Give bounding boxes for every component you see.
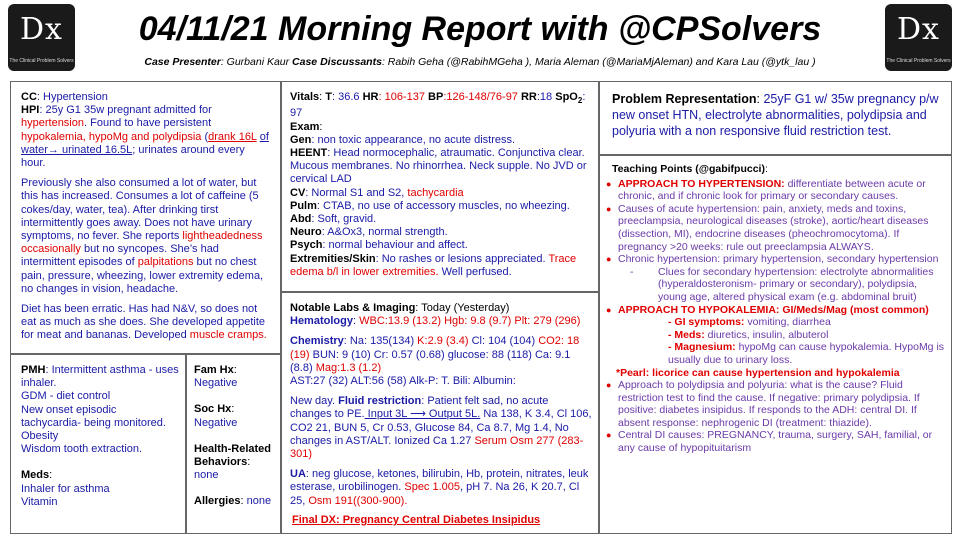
cc-label: CC bbox=[21, 91, 37, 103]
hr-label: HR bbox=[362, 91, 379, 103]
pmh-line bbox=[21, 364, 179, 390]
gi-text: vomiting, diarrhea bbox=[744, 316, 831, 329]
history-panel bbox=[10, 81, 281, 354]
hypok-mag bbox=[606, 341, 945, 366]
exam-gen bbox=[290, 134, 592, 147]
pearl: *Pearl: licorice can cause hypertension and hypokalemia bbox=[616, 366, 900, 379]
hpi-part: ; urinates around every hour. bbox=[21, 143, 245, 170]
family-social-panel: Fam Hx: Negative Soc Hx: Negative Health-Related Behaviors: none Allergies: none bbox=[186, 354, 281, 534]
spo2-label: SpO bbox=[555, 91, 578, 103]
hpi-part: hypertension bbox=[21, 117, 84, 130]
neuro-label: Neuro bbox=[290, 226, 322, 239]
discussants-names: : Rabih Geha (@RabihMGeha ), Maria Aleman (@MariaMjAleman) and Kara Lau (@ytk_lau ) bbox=[381, 56, 816, 68]
labs-panel bbox=[281, 292, 599, 534]
urinalysis-line bbox=[290, 468, 592, 508]
fam-hx-value: Negative bbox=[194, 377, 238, 390]
chronic-causes: Chronic hypertension: primary hypertension, secondary hypertension bbox=[618, 253, 939, 266]
meds-heading bbox=[21, 469, 179, 482]
pulm-value: : CTAB, no use of accessory muscles, no wheezing. bbox=[316, 199, 570, 212]
psych-label: Psych bbox=[290, 239, 323, 252]
heent-value: : Head normocephalic, atraumatic. Conjunctiva clear. Mucous membranes. No rhinorrhea. Neck supple. No JVD or cervical LAD bbox=[290, 147, 587, 186]
chem-k: K:2.9 (3.4) bbox=[417, 335, 469, 348]
heent-label: HEENT bbox=[290, 147, 328, 159]
ua-part: , pH 7. Na 26, K 20.7, Cl 25, bbox=[290, 481, 580, 507]
problem-value: 25yF G1 w/ 35w pregnancy p/w new onset HTN, electrolyte abnormalities, polydipsia and polyuria with a non responsive fluid restriction test. bbox=[612, 92, 939, 138]
meds-label: Meds bbox=[21, 469, 50, 482]
exam-cv bbox=[290, 187, 592, 200]
chem-part: BUN: 9 (10) Cr: 0.57 (0.68) glucose: 88 (118) Ca: 9.1 (8.8) bbox=[290, 348, 571, 374]
final-diagnosis: Final DX: Pregnancy Central Diabetes Insipidus bbox=[292, 513, 541, 526]
pmh-item: Wisdom tooth extraction. bbox=[21, 443, 143, 456]
hpi-part: but no chest pain, pressure, wheezing, lower extremity edema, no changes in vision, headache. bbox=[21, 256, 264, 295]
teaching-list bbox=[606, 379, 945, 455]
hpi-part: hypokalemia, hypoMg and polydipsia bbox=[21, 130, 202, 143]
ext-tail: Well perfused. bbox=[438, 265, 512, 278]
meds-item: Vitamin bbox=[21, 495, 58, 508]
bp-value: :126-148/76-97 bbox=[443, 91, 521, 103]
hpi-part: but no syncopes. She’s had intermittent episodes of bbox=[21, 243, 219, 269]
logo-text: Dx bbox=[897, 12, 940, 47]
temp-value: : 36.6 bbox=[332, 91, 363, 103]
ext-finding: Trace edema b/l in lower extremities. bbox=[290, 252, 577, 278]
vitals-exam-panel: Vitals: T: 36.6 HR: 106-137 BP:126-148/76-97 RR:18 SpO$_2$: 97 Exam: Gen: non toxic appearance, no acute distress. HEENT: Head normocephalic, atraumatic. Conjunctiva clear. Mucous membranes. No rhinorrhea. Neck supple. No JVD or cervical LAD CV: Normal S1 and S2, tachycardia Pulm: CTAB, no use of accessory muscles, no wheezing. Abd: Soft, gravid. Neuro: A&Ox3, normal strength. Psych: normal behaviour and affect. Extremities/Skin: No rashes or lesions appreciated. Trace edema b/l in lower extremities. Well perfused. bbox=[281, 81, 599, 292]
rr-value: :18 bbox=[536, 91, 556, 103]
teaching-item bbox=[606, 178, 945, 203]
hypok-title: APPROACH TO HYPOKALEMIA: GI/Meds/Mag (most common) bbox=[618, 303, 929, 316]
spo2-value: : 97 bbox=[290, 91, 586, 120]
meds-text-tp: diuretics, insulin, albuterol bbox=[704, 328, 829, 341]
cv-value: : Normal S1 and S2, bbox=[305, 186, 408, 199]
vitals-line: Vitals: T: 36.6 HR: 106-137 BP:126-148/76-97 RR:18 SpO$_2$: 97 bbox=[290, 91, 586, 120]
hpi-part: lightheadedness occasionally bbox=[21, 230, 263, 256]
pmh-label: PMH bbox=[21, 364, 46, 376]
exam-heent bbox=[290, 147, 592, 187]
teaching-list bbox=[606, 304, 945, 317]
ext-label: Extremities/Skin bbox=[290, 252, 376, 265]
rr-label: RR bbox=[520, 91, 537, 103]
logo-subtext: The Clinical Problem Solvers bbox=[886, 58, 951, 64]
meds-colon: : bbox=[49, 469, 53, 482]
hpi-part: Diet has been erratic. Has had N&V, so does not eat as much as she does. She developed appetite for meat and bananas. Developed bbox=[21, 303, 266, 342]
teaching-item bbox=[606, 429, 945, 454]
hpi-part: . Found to have persistent bbox=[84, 117, 212, 130]
hematology-value: WBC:13.9 (13.2) Hgb: 9.8 (9.7) Plt: 279 (296) bbox=[359, 315, 581, 328]
gen-value: : non toxic appearance, no acute distress. bbox=[311, 133, 516, 146]
teaching-points-panel bbox=[599, 155, 952, 534]
htn-text: differentiate between acute or chronic, and if chronic look for primary or secondary causes. bbox=[618, 177, 926, 203]
exam-psych bbox=[290, 239, 592, 252]
hpi-part: : 25y G1 35w pregnant admitted for bbox=[39, 104, 212, 117]
allergies-value: none bbox=[246, 495, 272, 508]
hpi-part: ( bbox=[201, 130, 209, 143]
pmh-panel bbox=[10, 354, 186, 534]
cv-label: CV bbox=[290, 186, 306, 199]
cpsolvers-logo-right bbox=[885, 4, 952, 71]
hpi-part: palpitations bbox=[137, 256, 194, 269]
discussants-label: Case Discussants bbox=[292, 56, 382, 68]
labs-label: Notable Labs & Imaging bbox=[290, 302, 416, 314]
chem-co2: CO2: 18 (19) bbox=[290, 335, 580, 361]
neuro-value: : A&Ox3, normal strength. bbox=[321, 226, 448, 239]
teaching-item bbox=[606, 203, 945, 253]
chem-part: AST:27 (32) ALT:56 (58) Alk-P: T. Bili: Albumin: bbox=[290, 375, 516, 388]
vitals-label: Vitals bbox=[290, 91, 320, 103]
fr-part: : Patient felt sad, no acute changes to PE. bbox=[290, 395, 549, 421]
hematology-line bbox=[290, 315, 592, 328]
secondary-clues: - Clues for secondary hypertension: electrolyte abnormalities (hyperaldosteronism- primary or secondary), polydipsia, young age, altered physical exam (e.g. abdominal bruit) bbox=[606, 266, 945, 304]
ua-part: : neg glucose, ketones, bilirubin, Hb, protein, nitrates, leuk esterase, urobilinogen. bbox=[290, 468, 589, 494]
pmh-item: New onset episodic tachycardia- being monitored. bbox=[21, 403, 166, 429]
hpi-label: HPI bbox=[21, 104, 40, 117]
pmh-item: : Intermittent asthma - uses inhaler. bbox=[21, 364, 179, 390]
presenters-line bbox=[80, 56, 880, 68]
teaching-item bbox=[606, 379, 945, 429]
mag-label: - Magnesium: bbox=[668, 341, 736, 354]
hpi-text bbox=[21, 104, 272, 170]
cv-finding: tachycardia bbox=[407, 186, 464, 199]
hpi-paragraph-2 bbox=[21, 177, 272, 296]
teaching-heading bbox=[606, 163, 945, 176]
hpi-part: drank 16L bbox=[208, 130, 257, 143]
fluid-restriction-label: Fluid restriction bbox=[338, 395, 422, 408]
chem-mg: Mag:1.3 (1.2) bbox=[315, 361, 382, 374]
soc-hx-label: Soc Hx bbox=[194, 403, 232, 416]
pulm-label: Pulm bbox=[290, 199, 317, 212]
abd-label: Abd bbox=[290, 213, 312, 226]
polydipsia-approach: Approach to polydipsia and polyuria: what is the cause? Fluid restriction test to find the cause. If negative: primary polydipsia. If positive: diabetes insipidus. If responds to the ADH: central DI. If absent response: nephrogenic DI (treatment: thiazide). bbox=[618, 379, 920, 429]
hypok-gi bbox=[606, 316, 945, 329]
psych-value: : normal behaviour and affect. bbox=[322, 239, 468, 252]
teaching-item bbox=[606, 253, 945, 266]
bp-label: BP bbox=[428, 91, 444, 103]
exam-label: Exam bbox=[290, 120, 320, 133]
abd-value: : Soft, gravid. bbox=[311, 213, 377, 226]
fluid-restriction-line bbox=[290, 395, 592, 461]
exam-abd bbox=[290, 213, 592, 226]
cc-value: : Hypertension bbox=[36, 91, 108, 103]
teaching-item bbox=[606, 304, 945, 317]
labs-label-tail: : Today (Yesterday) bbox=[415, 302, 510, 314]
ua-label: UA bbox=[290, 468, 306, 481]
meds-item: Inhaler for asthma bbox=[21, 482, 110, 495]
presenter-label: Case Presenter bbox=[144, 56, 221, 68]
acute-causes: Causes of acute hypertension: pain, anxiety, meds and toxins, preeclampsia, neurological diseases (stroke), aortic/heart diseases (dissection, MI), endocrine diseases (pheochromocytoma). If pregnancy >20 weeks: rule out preeclampsia ALWAYS. bbox=[618, 202, 929, 253]
pmh-item: Obesity bbox=[21, 430, 59, 443]
logo-subtext: The Clinical Problem Solvers bbox=[9, 58, 74, 64]
chem-part: : Na: 135(134) bbox=[343, 335, 418, 348]
chief-complaint bbox=[21, 91, 272, 104]
pmh-item: GDM - diet control bbox=[21, 390, 111, 403]
hematology-colon: : bbox=[352, 315, 360, 328]
behaviors-value: none bbox=[194, 469, 219, 482]
exam-pulm bbox=[290, 200, 592, 213]
hr-value: : 106-137 bbox=[378, 91, 429, 103]
allergies-label: Allergies bbox=[194, 495, 241, 508]
ua-osm: Osm 191((300-900). bbox=[308, 494, 408, 507]
problem-representation-panel bbox=[599, 81, 952, 155]
spo2-sub: 2 bbox=[577, 96, 583, 106]
serum-osm: Serum Osm 277 (283-301) bbox=[290, 434, 584, 461]
fr-part: Na 138, K 3.4, Cl 106, CO2 21, BUN 5, Cr 0.53, Glucose 84, Ca 8.7, Mg 1.4, No changes in AST/ALT. Ionized Ca 1.27 bbox=[290, 408, 592, 447]
hpi-part: Previously she also consumed a lot of water, but this has increased. Consumes a lot of caffeine (5 cokes/day, water, tea). After drinking tirst intermittently goes away. Does not have urinary symptoms, no fever. She reports bbox=[21, 177, 259, 243]
hpi-part: of water→ urinated 16.5L bbox=[21, 130, 269, 156]
labs-heading bbox=[290, 302, 592, 315]
central-di-causes: Central DI causes: PREGNANCY, trauma, surgery, SAH, familial, or any cause of hypopituitarism bbox=[618, 429, 933, 455]
problem-label: Problem Representation bbox=[612, 92, 757, 106]
teaching-list bbox=[606, 178, 945, 266]
ext-value: : No rashes or lesions appreciated. bbox=[375, 252, 549, 265]
mag-text: hypoMg can cause hypokalemia. HypoMg is usually due to urinary loss. bbox=[668, 341, 945, 366]
fr-input-output: Input 3L ⟶ Output 5L. bbox=[364, 408, 481, 421]
meds-label-tp: - Meds: bbox=[668, 328, 705, 341]
problem-colon: : bbox=[756, 92, 764, 106]
hypok-meds bbox=[606, 329, 945, 342]
chemistry-label: Chemistry bbox=[290, 335, 344, 348]
hpi-part: muscle cramps. bbox=[189, 329, 267, 342]
ua-spec: Spec 1.005 bbox=[404, 481, 461, 494]
gen-label: Gen bbox=[290, 133, 312, 146]
logo-text: Dx bbox=[20, 12, 63, 47]
teaching-colon: : bbox=[764, 163, 768, 175]
hematology-label: Hematology bbox=[290, 315, 353, 328]
presenter-name: : Gurbani Kaur bbox=[220, 56, 293, 68]
cpsolvers-logo-left bbox=[8, 4, 75, 71]
behaviors-label: Health-Related Behaviors bbox=[194, 442, 272, 469]
temp-label: T bbox=[325, 91, 333, 103]
hpi-paragraph-3 bbox=[21, 303, 272, 343]
chem-part: Cl: 104 (104) bbox=[468, 335, 539, 348]
soc-hx-value: Negative bbox=[194, 416, 238, 429]
htn-title: APPROACH TO HYPERTENSION: bbox=[618, 177, 785, 190]
teaching-label: Teaching Points (@gabifpucci) bbox=[612, 163, 765, 175]
exam-neuro bbox=[290, 226, 592, 239]
page-title: 04/11/21 Morning Report with @CPSolvers bbox=[138, 10, 822, 48]
chemistry-line bbox=[290, 335, 592, 388]
fr-part: New day. bbox=[290, 395, 339, 408]
exam-extremities bbox=[290, 253, 592, 279]
gi-label: - GI symptoms: bbox=[668, 316, 745, 329]
fam-hx-label: Fam Hx bbox=[194, 364, 234, 376]
